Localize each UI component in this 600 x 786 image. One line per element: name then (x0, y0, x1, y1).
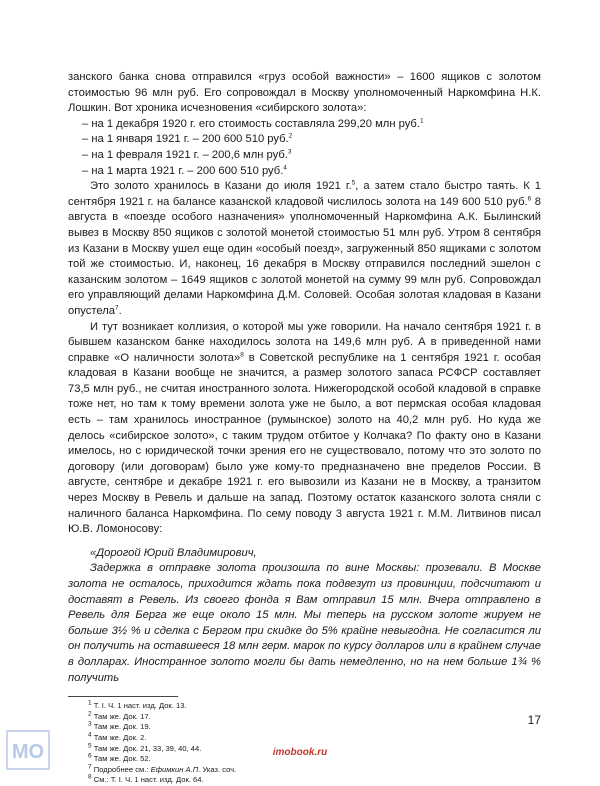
paragraph-collision: И тут возникает коллизия, о которой мы уже говорили. На начало сентября 1921 г. в бывшем казанском банке находилось золота на 149,6 млн руб. А в приведенной нами справке «О наличности золота»$^8$ в Советской республике на 1 сентября 1921 г. особая кладовая в Казани вообще не значится, а размер золотого запаса РСФСР составляет 73,5 млн руб., не считая иностранного золота. Нижегородской особой кладовой в справке тоже нет, но там к тому времени золота уже не было, а вот пермская особая кладовая есть – там хранилось иностранное (румынское) золото на 40,2 млн руб. Но куда же делось «сибирское золото», с таким трудом отбитое у Колчака? По факту оно в Казани имелось, но с юридической точки зрения его не существовало, потому что это золото по договору (или договорам) было уже кому-то предназначено вне пределов России. В августе, сентябре и декабре 1921 г. его вывозили из Казани не в Москву, а транзитом через Москву в Ревель и дальше на запад. Поэтому остаток казанского золота сняли с наличного баланса Наркомфина. По сему поводу 3 августа 1921 г. М.М. Литвинов писал Ю.В. Ломоносову: (68, 320, 541, 536)
page-body (68, 70, 541, 786)
footnote-ref[interactable]: 1 (419, 117, 424, 125)
svg-text:MO: MO (11, 741, 45, 763)
top-paragraph: занского банка снова отправился «груз особой важности» – 1600 ящиков с золотом стоимостью 96 млн руб. Его сопровождал в Москву уполномоченный Наркомфина Н.К. Лошкин. Вот хроника исчезновения «сибирского золота»: (68, 71, 541, 115)
footnote-ref[interactable]: 5 (351, 179, 356, 187)
list-item: – на 1 февраля 1921 г. – 200,6 млн руб.$^3$ (82, 148, 292, 161)
chronicle-list (68, 117, 541, 179)
footnote-ref[interactable]: 3 (287, 148, 292, 156)
list-item: – на 1 декабря 1920 г. его стоимость составляла 299,20 млн руб.$^1$ (82, 117, 424, 130)
letter-quote (68, 546, 541, 686)
footnote: $^4$ Там же. Док. 2. (88, 731, 147, 742)
list-item: – на 1 января 1921 г. – 200 600 510 руб.$^2$ (82, 132, 293, 146)
footnote-ref[interactable]: 7 (114, 304, 119, 312)
footnote-ref[interactable]: 2 (288, 132, 293, 140)
footnote: $^1$ Т. I. Ч. 1 наст. изд. Док. 13. (88, 699, 187, 711)
list-item: – на 1 марта 1921 г. – 200 600 510 руб.$^4$ (82, 163, 287, 177)
paragraph-kazan-gold: Это золото хранилось в Казани до июля 1921 г.$^5$, а затем стало быстро таять. К 1 сентября 1921 г. на балансе казанской кладовой числилось золота на 149 600 510 руб.$^6$ 8 августа в «поезде особого назначения» уполномоченный Наркомфина А.К. Былинский вывез в Москву 850 ящиков с золотой монетой стоимостью 51 млн руб. Утром 8 сентября из Казани в Москву ушел еще один «особый поезд», загруженный 850 ящиками с золотом той же стоимостью. И, наконец, 16 декабря в Москву отправился последний эшелон с казанским золотом – 1649 ящиков с золотой монетой на сумму 99 млн руб. Сопровождал его управляющий делами Наркомфина Д.М. Соловей. Особая золотая кладовая в Казани опустела$^7$. (68, 179, 541, 317)
footnote: $^7$ Подробнее см.: Ефимкин А.П. Указ. соч. (88, 763, 237, 774)
footnotes (68, 701, 541, 786)
footnote: $^6$ Там же. Док. 52. (88, 752, 151, 764)
footnote: $^3$ Там же. Док. 19. (88, 720, 151, 732)
letter-salutation: «Дорогой Юрий Владимирович, (90, 546, 257, 559)
footnote: $^2$ Там же. Док. 17. (88, 710, 151, 721)
letter-body: Задержка в отправке золота произошла по вине Москвы: прозевали. В Москве золота не осталось, приходится ждать пока подвезут из провинции, подсчитают и доставят в Ревель. Из своего фонда я Вам отправил 15 млн. Вчера отправлено в Ревель для Берга же еще около 15 млн. Мы теперь на русском золоте жируем не больше 3½ % и сделка с Бергом при скидке до 5% крайне невыгодна. Не согласится ли он получить на оставшееся 18 млн герм. марок по курсу долларов или в крайнем случае в долларах. Иностранное золото могли бы дать немедленно, но на нем больше 1¾ % получить (68, 562, 541, 684)
page-number: 17 (527, 713, 541, 727)
footnote-ref[interactable]: 6 (527, 195, 532, 203)
footnote-divider (68, 696, 178, 697)
footnote-ref[interactable]: 4 (283, 163, 287, 171)
footnote: $^8$ См.: Т. I. Ч. 1 наст. изд. Док. 64. (88, 773, 204, 785)
footnote-ref[interactable]: 8 (240, 350, 244, 358)
site-link[interactable]: imobook.ru (272, 747, 328, 758)
footnote: $^5$ Там же. Док. 21, 33, 39, 40, 44. (88, 742, 202, 753)
